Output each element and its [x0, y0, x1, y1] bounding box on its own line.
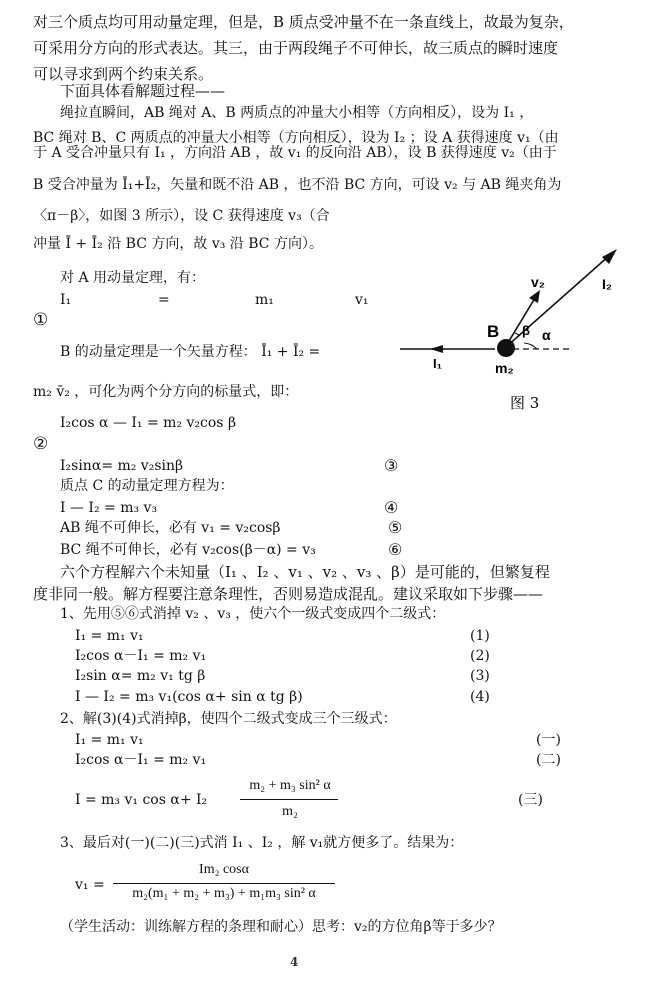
label-beta: β [522, 323, 530, 338]
eq-b-component-1: I₂cos α — I₁ = m₂ v₂cos β [60, 415, 237, 431]
solution-line-4: B 受合冲量为 Ī₁+Ī₂，矢量和既不沿 AB ，也不沿 BC 方向，可设 v₂ 与 AB 绳夹角为 [33, 177, 562, 193]
eq-a-lhs: I₁ [60, 292, 72, 308]
constraint-bc-tag: ⑥ [388, 540, 403, 559]
solution-line-6: 冲量 Ī + Ī₂ 沿 BC 方向，故 v₃ 沿 BC 方向）。 [33, 236, 323, 252]
step1-eq-1: I₁ = m₁ v₁ [75, 628, 144, 644]
step1-title: 1、先用⑤⑥式消掉 v₂ 、v₃ ，使六个一级式变成四个二级式： [60, 606, 446, 622]
page-number: 4 [290, 955, 299, 969]
step3-result-fraction-bar [113, 883, 335, 884]
step2-eq-3-fraction-bar [240, 799, 338, 800]
step1-tag-2: (2) [470, 648, 490, 664]
step2-tag-3: (三) [518, 792, 543, 808]
label-alpha: α [542, 327, 551, 343]
eq-a-mass: m₁ [255, 292, 274, 308]
step2-title: 2、解(3)(4)式消掉β，使四个二级式变成三个三级式： [60, 711, 397, 727]
figure-3 [395, 240, 635, 415]
label-i1: I₁ [433, 356, 442, 371]
step1-eq-3: I₂sin α= m₂ v₁ tg β [75, 668, 206, 684]
step2-tag-1: (一) [536, 732, 561, 748]
label-v2: v₂ [531, 274, 546, 290]
step3-result-numerator: Im₂ cosα [199, 862, 249, 877]
step1-eq-4: I — I₂ = m₃ v₁(cos α+ sin α tg β) [75, 689, 303, 705]
solution-line-5: 〈π－β〉，如图 3 所示），设 C 获得速度 v₃（合 [33, 208, 330, 224]
summary-line-2: 度非同一般。解方程要注意条理性，否则易造成混乱。建议采取如下步骤—— [33, 585, 544, 603]
eq-b-component-2: I₂sinα= m₂ v₂sinβ [60, 458, 184, 474]
step1-tag-1: (1) [470, 628, 490, 644]
eq-b-line-1: B 的动量定理是一个矢量方程： Ī₁ + Ī₂ = [60, 344, 321, 360]
step1-tag-4: (4) [470, 689, 490, 705]
eq-c-equation: I — I₂ = m₃ v₃ [60, 500, 158, 516]
alpha-arc [524, 343, 537, 349]
eq-a-equals: = [158, 292, 170, 308]
eq-c-tag: ④ [384, 498, 399, 517]
v2-vector-line [506, 298, 535, 346]
eq-b-tag-2: ③ [384, 456, 399, 475]
label-b: B [487, 322, 500, 341]
intro-line-1: 对三个质点均可用动量定理，但是，B 质点受冲量不在一条直线上，故最为复杂， [33, 13, 574, 31]
constraint-ab: AB 绳不可伸长，必有 v₁ = v₂cosβ [60, 520, 281, 536]
step3-result-denominator: m₂(m₁ + m₂ + m₃) + m₁m₃ sin² α [132, 886, 316, 901]
student-activity: （学生活动：训练解方程的条理和耐心）思考：v₂的方位角β等于多少？ [60, 919, 502, 935]
label-i2: I₂ [602, 276, 613, 292]
step3-title: 3、最后对(一)(二)(三)式消 I₁ 、I₂ ，解 v₁就方便多了。结果为： [60, 835, 464, 851]
mass-point-b [497, 339, 515, 357]
eq-a-intro: 对 A 用动量定理，有： [60, 270, 206, 286]
v2-arrow-head [529, 290, 540, 303]
intro-line-2: 可采用分方向的形式表达。其三，由于两段绳子不可伸长，故三质点的瞬时速度 [33, 39, 559, 57]
i1-arrow-head [430, 345, 443, 353]
figure-caption: 图 3 [510, 394, 540, 412]
step1-tag-3: (3) [470, 668, 490, 684]
constraint-ab-tag: ⑤ [388, 518, 403, 537]
intro-line-3: 可以寻求到两个约束关系。 [33, 65, 214, 83]
step2-eq-3-numerator: m₂ + m₃ sin² α [249, 778, 331, 793]
step2-eq-3-denominator: m₂ [282, 804, 298, 819]
solution-line-3: 于 A 受合冲量只有 I₁ ，方向沿 AB ，故 v₁ 的反向沿 AB），设 B 获得速度 v₂（由于 [33, 145, 557, 161]
step3-result-lhs: v₁ = [75, 877, 105, 893]
solution-line-2: BC 绳对 B、C 两质点的冲量大小相等（方向相反），设为 I₂ ；设 A 获得速度 v₁（由 [33, 130, 559, 146]
solution-line-1: 绳拉直瞬间，AB 绳对 A、B 两质点的冲量大小相等（方向相反），设为 I₁ ， [60, 105, 534, 121]
constraint-bc: BC 绳不可伸长，必有 v₂cos(β－α) = v₃ [60, 542, 316, 558]
i2-arrow-head [602, 249, 617, 264]
eq-a-velocity: v₁ [355, 292, 369, 308]
summary-line-1: 六个方程解六个未知量（I₁ 、I₂ 、v₁ 、v₂ 、v₃ 、β）是可能的，但繁复程 [60, 563, 550, 581]
step2-tag-2: (二) [536, 752, 561, 768]
label-m2: m₂ [495, 360, 514, 376]
eq-b-tag-1: ② [33, 434, 49, 454]
step2-eq-1: I₁ = m₁ v₁ [75, 732, 144, 748]
step2-eq-2: I₂cos α－I₁ = m₂ v₁ [75, 752, 207, 768]
step1-eq-2: I₂cos α－I₁ = m₂ v₁ [75, 648, 207, 664]
step2-eq-3-lhs: I = m₃ v₁ cos α+ I₂ [75, 792, 208, 808]
eq-c-intro: 质点 C 的动量定理方程为： [60, 478, 234, 494]
eq-a-tag: ① [33, 310, 49, 330]
lead-text: 下面具体看解题过程—— [60, 82, 226, 100]
eq-b-line-2: m₂ v̄₂ ，可化为两个分方向的标量式，即： [33, 384, 299, 400]
